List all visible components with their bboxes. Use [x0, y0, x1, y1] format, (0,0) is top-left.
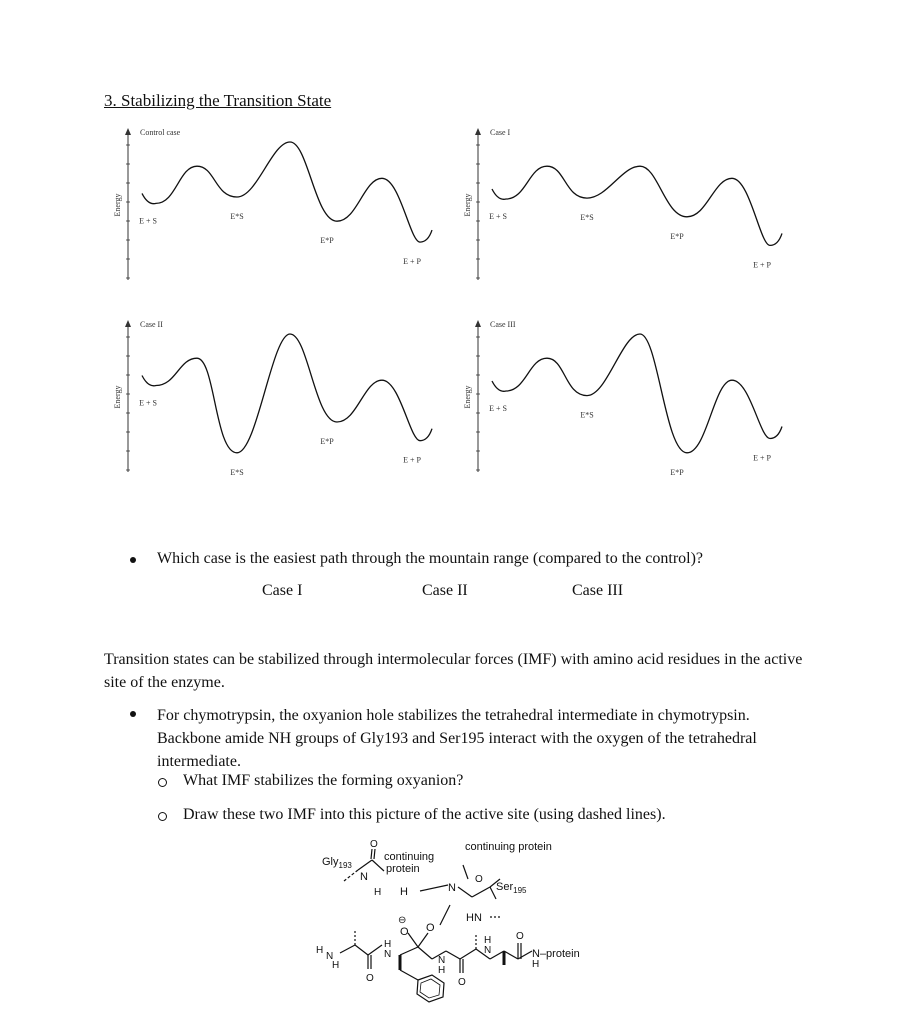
- ser-carbonyl-oxygen: O: [475, 874, 483, 885]
- energy-plot-control-svg: [112, 120, 452, 300]
- bullet-question1: [130, 557, 136, 563]
- state-label: E + S: [489, 404, 507, 413]
- active-site-structure[interactable]: [300, 835, 620, 1020]
- state-label: E + P: [753, 453, 771, 463]
- y-axis-arrow: [475, 128, 481, 135]
- y-axis-label: Energy: [463, 385, 472, 409]
- state-label: E + P: [403, 257, 421, 267]
- plot-title: Control case: [140, 128, 181, 137]
- energy-plot-case-2-svg: [112, 312, 452, 492]
- energy-plot-case-3: [462, 312, 802, 497]
- left-n: N: [326, 951, 334, 962]
- y-axis-label: Energy: [113, 385, 122, 409]
- state-label: E*P: [670, 467, 684, 477]
- state-label: E + S: [489, 212, 507, 221]
- y-axis-label: Energy: [113, 193, 122, 217]
- n-protein-h: H: [532, 959, 540, 970]
- choice-case-3[interactable]: Case III: [572, 582, 624, 599]
- mid-n: N: [438, 955, 446, 966]
- gly-nitrogen: N: [360, 871, 368, 883]
- state-label: E*S: [230, 467, 244, 477]
- choice-case-1[interactable]: Case I: [262, 582, 303, 599]
- protein-label-1: protein: [386, 863, 420, 875]
- energy-plot-control: [112, 120, 452, 305]
- question1-text: Which case is the easiest path through the mountain range (compared to the control)?: [157, 550, 704, 567]
- energy-curve: [492, 334, 782, 453]
- n-protein-label: N–protein: [532, 948, 580, 960]
- phe-n: N: [384, 949, 392, 960]
- sub-bullet-2: [158, 812, 167, 821]
- left-carbonyl-o: O: [366, 973, 374, 984]
- energy-curve: [142, 142, 432, 242]
- ser-hn: HN: [466, 912, 482, 924]
- choice-case-2[interactable]: Case II: [422, 582, 468, 599]
- y-axis-arrow: [125, 128, 131, 135]
- state-label: E*P: [670, 231, 684, 241]
- plot-title: Case I: [490, 128, 511, 137]
- gly-carbonyl-oxygen: O: [370, 839, 378, 850]
- y-axis-arrow: [475, 320, 481, 327]
- ser-label: Ser$_{195}$: [496, 881, 527, 895]
- plot-title: Case III: [490, 320, 516, 329]
- state-label: E*S: [230, 212, 244, 221]
- ester-oxygen: O: [426, 922, 435, 934]
- sub-question-imf: What IMF stabilizes the forming oxyanion?: [183, 772, 464, 789]
- bullet-chymotrypsin: [130, 711, 136, 717]
- continuing-label-1: continuing: [384, 851, 435, 863]
- oxyanion-oxygen: O: [400, 926, 409, 938]
- state-label: E*P: [320, 437, 334, 446]
- active-site-svg: [300, 835, 620, 1015]
- state-label: E + S: [139, 398, 157, 408]
- state-label: E + P: [753, 260, 771, 270]
- energy-plot-case-1-svg: [462, 120, 802, 300]
- sub-question-draw: Draw these two IMF into this picture of the active site (using dashed lines).: [183, 806, 666, 823]
- energy-curve: [492, 166, 782, 245]
- gly-hydrogen: H: [374, 887, 382, 898]
- continuing-protein-top: continuing protein: [465, 841, 552, 853]
- plot-title: Case II: [140, 320, 163, 329]
- right-h: H: [484, 935, 492, 946]
- sub-bullet-1: [158, 778, 167, 787]
- state-label: E + P: [403, 455, 421, 465]
- energy-curve: [142, 334, 432, 453]
- state-label: E*S: [580, 410, 594, 420]
- state-label: E*S: [580, 213, 594, 223]
- oxyanion-charge: ⊖: [398, 915, 407, 926]
- mid-h: H: [438, 965, 446, 976]
- right-carbonyl-o: O: [516, 931, 524, 942]
- phe-h: H: [384, 939, 392, 950]
- right-n: N: [484, 945, 492, 956]
- energy-plot-case-2: [112, 312, 452, 497]
- gly-label: Gly$_{193}$: [322, 856, 352, 870]
- mid-carbonyl-o: O: [458, 977, 466, 988]
- y-axis-arrow: [125, 320, 131, 327]
- intro-paragraph: Transition states can be stabilized through intermolecular forces (IMF) with amino acid residues in the active site of the enzyme.: [104, 651, 803, 691]
- left-nh: H: [332, 960, 340, 971]
- y-axis-label: Energy: [463, 193, 472, 217]
- left-h: H: [316, 945, 324, 956]
- chymotrypsin-text: For chymotrypsin, the oxyanion hole stabilizes the tetrahedral intermediate in chymotrypsin. Backbone amide NH groups of Gly193 and Ser195 interact with the oxygen of the tetrahedral intermediate.: [157, 707, 757, 770]
- ser-nitrogen: N: [448, 882, 456, 894]
- energy-plot-case-1: [462, 120, 802, 305]
- section-title: 3. Stabilizing the Transition State: [104, 91, 332, 110]
- state-label: E*P: [320, 236, 334, 246]
- energy-plot-case-3-svg: [462, 312, 802, 492]
- ser-nh-hydrogen: H: [400, 886, 408, 898]
- state-label: E + S: [139, 216, 157, 226]
